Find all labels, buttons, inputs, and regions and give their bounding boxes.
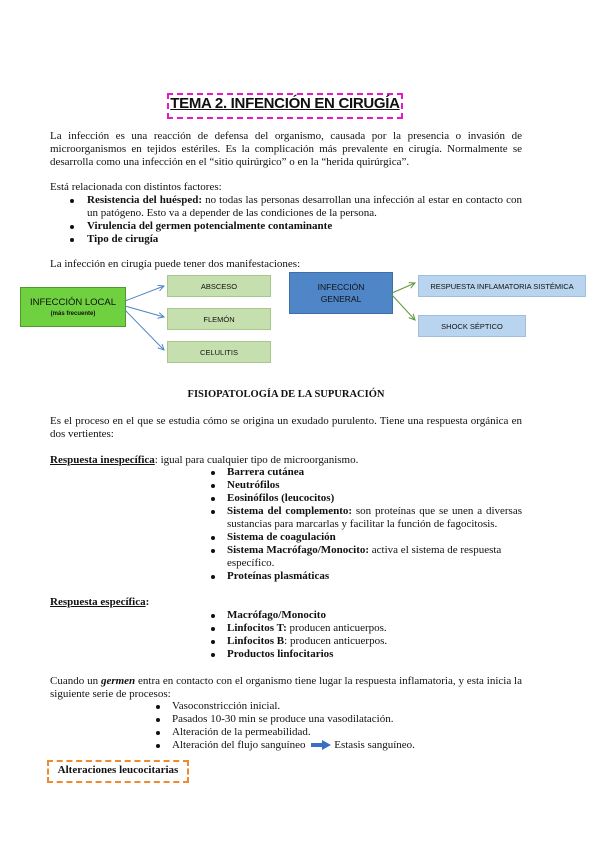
- list-item: Linfocitos T: producen anticuerpos.: [210, 622, 522, 635]
- list-item: Productos linfocitarios: [210, 648, 522, 661]
- page-title: TEMA 2. INFENCIÓN EN CIRUGÍA: [170, 95, 400, 112]
- list-item: Barrera cutánea: [210, 466, 522, 479]
- list-item: Sistema Macrófago/Monocito: activa el sistema de respuesta específico.: [210, 544, 522, 570]
- list-item: Linfocitos B: producen anticuerpos.: [210, 635, 522, 648]
- list-item: Pasados 10-30 min se produce una vasodilatación.: [155, 713, 525, 726]
- celulitis-box: CELULITIS: [167, 341, 271, 363]
- list-item: Macrófago/Monocito: [210, 609, 522, 622]
- section-intro: Es el proceso en el que se estudia cómo se origina un exudado purulento. Tiene una respuesta orgánica en dos vertientes:: [50, 415, 522, 440]
- process-list: [155, 700, 525, 752]
- arrow-to-celulitis: [125, 310, 164, 350]
- absceso-box: ABSCESO: [167, 275, 271, 297]
- factor-item: Tipo de cirugía: [87, 233, 159, 245]
- list-item: Sistema del complemento: son proteínas que se unen a diversas sustancias para marcarlas y facilitar la función de fagocitosis.: [210, 505, 522, 531]
- local-infection-sub: (más frecuente): [50, 311, 96, 317]
- intro-paragraph: La infección es una reacción de defensa del organismo, causada por la presencia o invasión de microorganismos en tejidos estériles. Es la complicación más prevalente en cirugía. Normalmente se desarrolla como una infección en el “sitio quirúrgico” o en la “herida quirúrgica”.: [50, 130, 522, 168]
- arrow-to-shock: [392, 295, 415, 320]
- right-arrow-icon: [310, 740, 332, 750]
- section-title: FISIOPATOLOGÍA DE LA SUPURACIÓN: [187, 389, 385, 400]
- list-item: Alteración del flujo sanguíneo Estasis sanguíneo.: [155, 739, 525, 752]
- local-infection-label: INFECCIÓN LOCAL: [29, 297, 117, 308]
- factors-intro: Está relacionada con distintos factores:: [50, 181, 222, 193]
- list-item: Neutrófilos: [210, 479, 522, 492]
- factor-item: Resistencia del huésped: no todas las personas desarrollan una infección al estar en contacto con un patógeno. Esto va a depender de las condiciones de la persona.: [87, 194, 523, 219]
- alt-title: Alteraciones leucocitarias: [57, 764, 179, 776]
- list-item: Alteración de la permeabilidad.: [155, 726, 525, 739]
- factor-item: Virulencia del germen potencialmente contaminante: [87, 220, 333, 232]
- list-item: Sistema de coagulación: [210, 531, 522, 544]
- flemon-box: FLEMÓN: [167, 308, 271, 330]
- arrow-to-sirs: [392, 283, 415, 293]
- list-item: Vasoconstricción inicial.: [155, 700, 525, 713]
- manifestations-intro: La infección en cirugía puede tener dos manifestaciones:: [50, 258, 301, 270]
- arrow-to-absceso: [125, 286, 164, 301]
- general-infection-label: INFECCIÓN GENERAL: [317, 282, 365, 304]
- list-item: Eosinófilos (leucocitos): [210, 492, 522, 505]
- nonspecific-heading: Respuesta inespecífica: igual para cualquier tipo de microorganismo.: [50, 454, 359, 466]
- sirs-box: RESPUESTA INFLAMATORIA SISTÉMICA: [418, 275, 586, 297]
- shock-box: SHOCK SÉPTICO: [418, 315, 526, 337]
- list-item: Proteínas plasmáticas: [210, 570, 522, 583]
- nonspecific-list: [210, 466, 522, 583]
- specific-list: [210, 609, 522, 661]
- specific-heading: Respuesta específica:: [50, 596, 150, 608]
- germ-paragraph: Cuando un germen entra en contacto con el organismo tiene lugar la respuesta inflamatoria, y esta inicia la siguiente serie de procesos:: [50, 675, 522, 700]
